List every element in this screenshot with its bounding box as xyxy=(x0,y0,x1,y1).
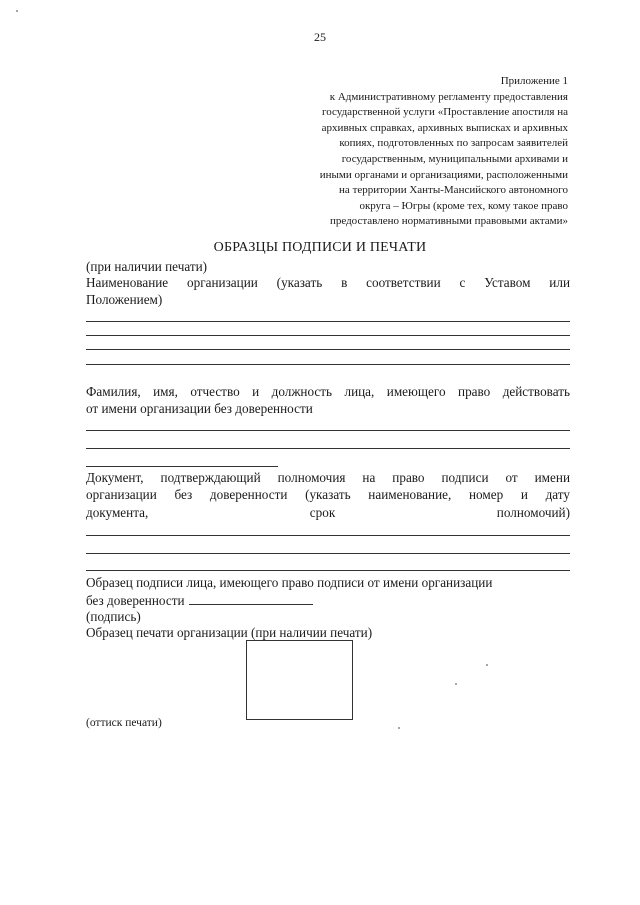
document-label-line2: организации без доверенности (указать наименование, номер и дату xyxy=(86,487,570,502)
org-name-label-line2: Положением) xyxy=(86,292,163,307)
signature-label-text: без доверенности xyxy=(86,593,185,608)
appendix-line: к Административному регламенту предоставления xyxy=(329,90,568,103)
appendix-line: архивных справках, архивных выписках и архивных xyxy=(321,121,568,134)
document-fill-line xyxy=(86,553,570,554)
person-fill-line xyxy=(86,448,570,449)
person-label-line2: от имени организации без доверенности xyxy=(86,401,313,416)
stamp-box xyxy=(246,640,353,720)
appendix-line: иными органами и организациями, расположенными xyxy=(319,168,568,181)
signature-fill-line xyxy=(189,591,313,605)
person-fill-line xyxy=(86,466,278,467)
document-fill-line xyxy=(86,535,570,536)
seal-sample-label: Образец печати организации (при наличии печати) xyxy=(86,625,373,640)
org-name-fill-line xyxy=(86,335,570,336)
person-label-line1: Фамилия, имя, отчество и должность лица, имеющего право действовать xyxy=(86,384,570,399)
page-number: 25 xyxy=(314,30,326,44)
scan-speck xyxy=(486,664,488,666)
appendix-line: округа – Югры (кроме тех, кому такое право xyxy=(359,199,568,212)
person-fill-line xyxy=(86,430,570,431)
appendix-line: предоставлено нормативными правовыми актами» xyxy=(329,215,568,228)
document-title: ОБРАЗЦЫ ПОДПИСИ И ПЕЧАТИ xyxy=(213,240,427,255)
org-name-label-line1: Наименование организации (указать в соответствии с Уставом или xyxy=(86,275,570,290)
appendix-header xyxy=(268,74,568,230)
appendix-line: копиях, подготовленных по запросам заявителей xyxy=(339,137,568,150)
seal-note: (при наличии печати) xyxy=(86,259,208,274)
appendix-line: на территории Ханты-Мансийского автономного xyxy=(339,184,568,197)
org-name-fill-line xyxy=(86,349,570,350)
scan-speck xyxy=(455,683,457,685)
scan-speck xyxy=(16,10,18,12)
stamp-caption: (оттиск печати) xyxy=(86,717,162,729)
org-name-fill-line xyxy=(86,321,570,322)
document-fill-line xyxy=(86,570,570,571)
appendix-line: государственным, муниципальными архивами и xyxy=(341,152,568,165)
org-name-fill-line xyxy=(86,364,570,365)
scan-speck xyxy=(398,727,400,729)
signature-label-line1: Образец подписи лица, имеющего право подписи от имени организации xyxy=(86,575,493,590)
appendix-line: государственной услуги «Проставление апостиля на xyxy=(322,106,568,119)
document-label-line3: документа, срок полномочий) xyxy=(86,505,570,520)
appendix-line: Приложение 1 xyxy=(500,75,568,87)
signature-caption: (подпись) xyxy=(86,609,141,624)
document-label-line1: Документ, подтверждающий полномочия на право подписи от имени xyxy=(86,470,570,485)
